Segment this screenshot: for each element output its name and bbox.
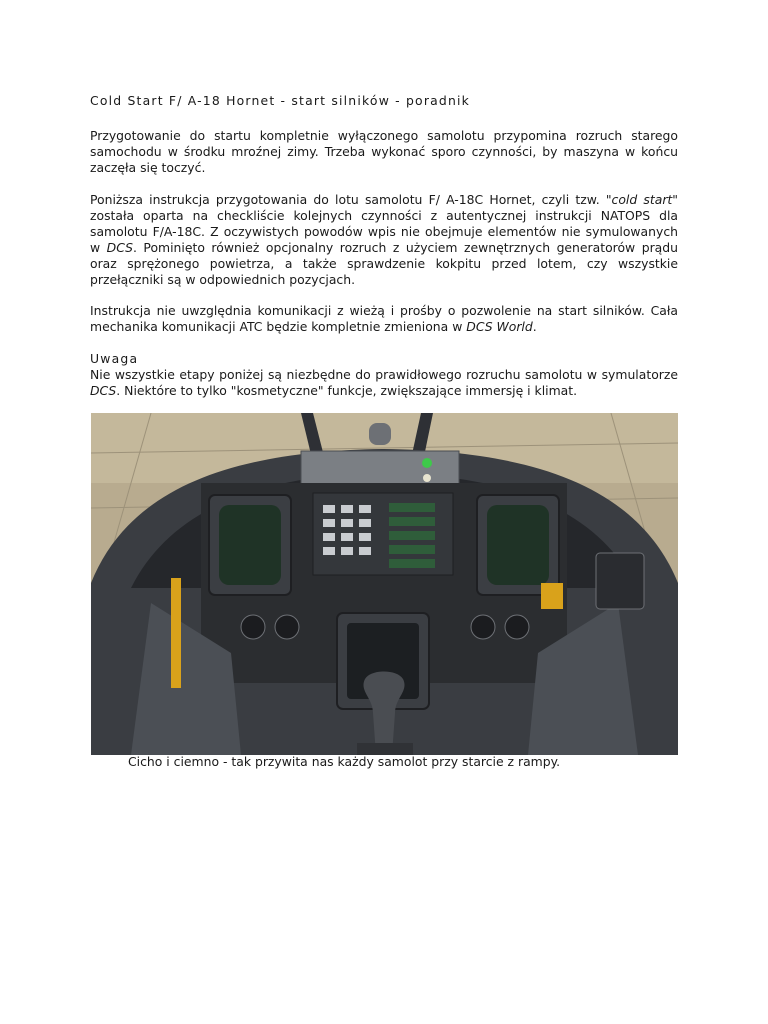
dcs-world-name: DCS World bbox=[466, 319, 533, 334]
standby-gauge bbox=[241, 615, 265, 639]
cockpit-photo bbox=[91, 413, 678, 755]
paragraph-instruction-text-2: została oparta na checkliście kolejnych czynności z autentycznej instrukcji NATOPS dla samolotu F/A-18C. Z oczywistych powodów wpis nie obejmuje elementów nie symulowanych w bbox=[90, 208, 678, 255]
paragraph-note bbox=[90, 367, 678, 399]
paragraph-note-text-1: Nie wszystkie etapy poniżej są niezbędne do prawidłowego rozruchu samolotu w symulatorze bbox=[90, 367, 678, 382]
document-title: Cold Start F/ A-18 Hornet - start silników - poradnik bbox=[90, 93, 471, 108]
compass bbox=[369, 423, 391, 445]
paragraph-note-text-2: . Niektóre to tylko "kosmetyczne" funkcje, zwiększające immersję i klimat. bbox=[116, 383, 578, 398]
left-ddi-screen bbox=[219, 505, 281, 585]
cold-start-quote: "cold start" bbox=[605, 192, 678, 207]
paragraph-instruction-text-1: Poniższa instrukcja przygotowania do lotu samolotu F/ A-18C Hornet, czyli tzw. bbox=[90, 192, 606, 207]
warning-stripe-handle bbox=[171, 578, 181, 688]
note-heading: Uwaga bbox=[90, 351, 139, 366]
dcs-name-note: DCS bbox=[90, 383, 117, 398]
paragraph-intro: Przygotowanie do startu kompletnie wyłączonego samolotu przypomina rozruch starego samochodu w środku mroźnej zimy. Trzeba wykonać sporo czynności, by maszyna w końcu zaczęła się toczyć. bbox=[90, 128, 678, 175]
paragraph-atc bbox=[90, 303, 678, 335]
white-indicator-light bbox=[423, 474, 431, 482]
right-ddi-screen bbox=[487, 505, 549, 585]
side-instrument bbox=[596, 553, 644, 609]
green-indicator-light bbox=[422, 458, 432, 468]
paragraph-atc-text-2: . bbox=[532, 319, 537, 334]
paragraph-atc-text-1: Instrukcja nie uwzględnia komunikacji z wieżą i prośby o pozwolenie na start silników. Cała mechanika komunikacji ATC będzie kompletnie zmieniona w bbox=[90, 303, 678, 334]
standby-gauge bbox=[505, 615, 529, 639]
warning-stripe-block bbox=[541, 583, 563, 609]
standby-gauge bbox=[471, 615, 495, 639]
dcs-name: DCS bbox=[106, 240, 133, 255]
image-caption: Cicho i ciemno - tak przywita nas każdy samolot przy starcie z rampy. bbox=[128, 754, 561, 769]
paragraph-instruction bbox=[90, 192, 678, 288]
standby-gauge bbox=[275, 615, 299, 639]
paragraph-instruction-text-3: . Pominięto również opcjonalny rozruch z użyciem zewnętrznych generatorów prądu oraz sprężonego powietrza, a także sprawdzenie kokpitu przed lotem, czy wszystkie przełączniki są w odpowiednich pozycjach. bbox=[90, 240, 678, 287]
